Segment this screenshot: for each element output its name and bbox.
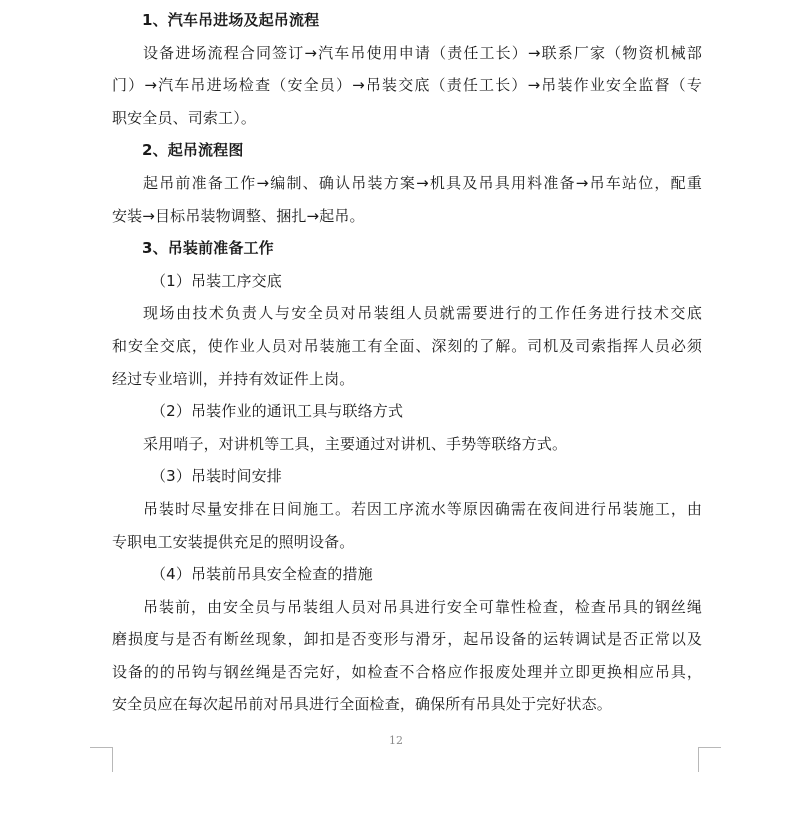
paragraph-line: 磨损度与是否有断丝现象，卸扣是否变形与滑牙，起吊设备的运转调试是否正常以及 [112,630,702,649]
margin-corner-mark-left [90,747,113,772]
paragraph-line: 专职电工安装提供充足的照明设备。 [112,532,355,551]
paragraph-line: 安全员应在每次起吊前对吊具进行全面检查，确保所有吊具处于完好状态。 [112,695,612,714]
paragraph-line: 职安全员、司索工）。 [112,108,257,127]
section-heading-2: 2、起吊流程图 [142,141,244,160]
paragraph-line: 起吊前准备工作→编制、确认吊装方案→机具及吊具用料准备→吊车站位，配重 [143,173,702,192]
section-heading-3: 3、吊装前准备工作 [142,239,274,258]
paragraph-line: 门）→汽车吊进场检查（安全员）→吊装交底（责任工长）→吊装作业安全监督（专 [112,76,702,95]
paragraph-line: 吊装时尽量安排在日间施工。若因工序流水等原因确需在夜间进行吊装施工，由 [143,499,702,518]
document-body [112,4,702,721]
subsection-title-3: （3）吊装时间安排 [151,467,282,486]
paragraph-line: 设备的的吊钩与钢丝绳是否完好，如检查不合格应作报废处理并立即更换相应吊具， [112,662,702,681]
paragraph-line: 经过专业培训，并持有效证件上岗。 [112,369,355,388]
margin-corner-mark-right [698,747,721,772]
page-number: 12 [389,734,403,747]
paragraph-line: 安装→目标吊装物调整、捆扎→起吊。 [112,206,365,225]
paragraph-line: 现场由技术负责人与安全员对吊装组人员就需要进行的工作任务进行技术交底 [143,304,702,323]
subsection-title-1: （1）吊装工序交底 [151,271,282,290]
subsection-title-2: （2）吊装作业的通讯工具与联络方式 [151,402,404,421]
subsection-title-4: （4）吊装前吊具安全检查的措施 [151,565,373,584]
paragraph-line: 采用哨子，对讲机等工具，主要通过对讲机、手势等联络方式。 [143,434,568,453]
paragraph-line: 和安全交底，使作业人员对吊装施工有全面、深刻的了解。司机及司索指挥人员必须 [112,336,702,355]
section-heading-1: 1、汽车吊进场及起吊流程 [142,11,320,29]
paragraph-line: 设备进场流程合同签订→汽车吊使用申请（责任工长）→联系厂家（物资机械部 [143,43,702,62]
paragraph-line: 吊装前，由安全员与吊装组人员对吊具进行安全可靠性检查，检查吊具的钢丝绳 [143,597,702,616]
